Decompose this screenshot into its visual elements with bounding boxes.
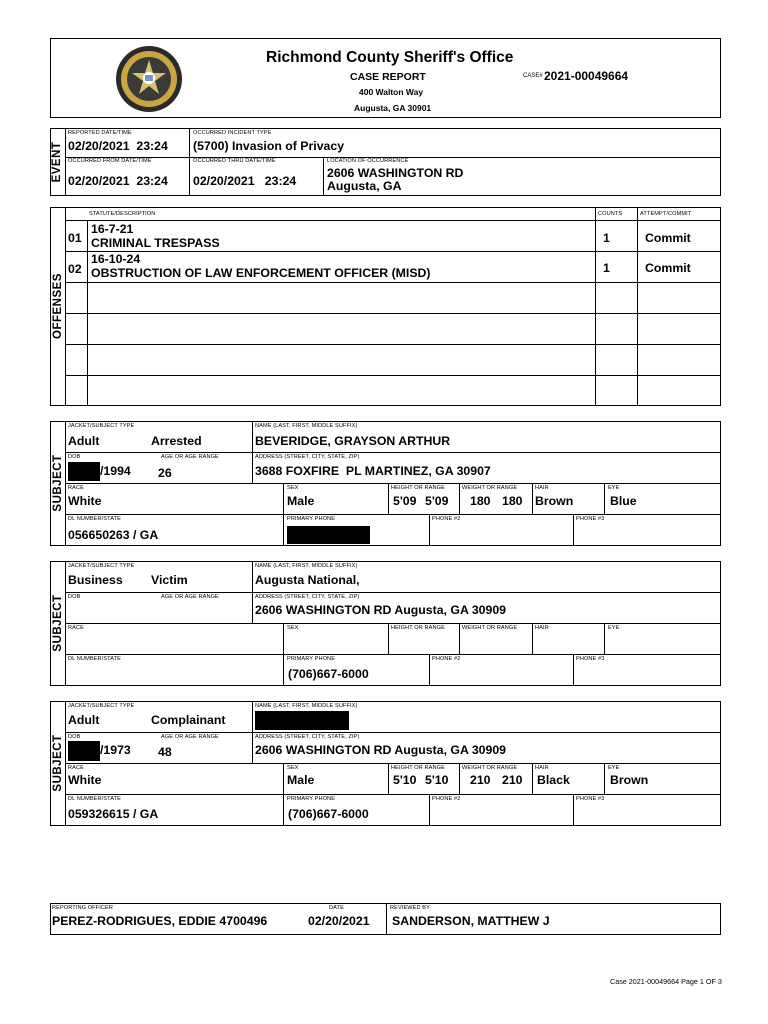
- offense-counts: 1: [603, 231, 610, 245]
- subject-address: 2606 WASHINGTON RD Augusta, GA 30909: [255, 603, 507, 617]
- offense-counts: 1: [603, 261, 610, 275]
- subject-section-label: SUBJECT: [52, 734, 64, 792]
- report-type: CASE REPORT: [350, 71, 426, 83]
- occurred-thru-label: OCCURRED THRU DATE/TIME: [193, 158, 276, 164]
- age-label: AGE OR AGE RANGE: [161, 734, 219, 740]
- offense-description: CRIMINAL TRESPASS: [91, 236, 220, 250]
- subject-type-label: JACKET/SUBJECT TYPE: [68, 423, 135, 429]
- dob-label: DOB: [68, 454, 81, 460]
- hair-label: HAIR: [535, 625, 549, 631]
- incident-type: (5700) Invasion of Privacy: [193, 139, 345, 153]
- reporting-officer-label: REPORTING OFFICER: [52, 905, 113, 911]
- height-label: HEIGHT OR RANGE: [391, 625, 445, 631]
- phone2-label: PHONE #2: [432, 796, 461, 802]
- subject-type-label: JACKET/SUBJECT TYPE: [68, 563, 135, 569]
- subject-name-label: NAME (LAST, FIRST, MIDDLE SUFFIX): [255, 703, 358, 709]
- subject-age: 48: [158, 745, 172, 759]
- subject-name-label: NAME (LAST, FIRST, MIDDLE SUFFIX): [255, 423, 358, 429]
- subject-hair: Brown: [535, 494, 574, 508]
- subject-height-min: 5'09: [393, 494, 417, 508]
- subject-role: Arrested: [151, 434, 202, 448]
- subject-primary-phone: (706)667-6000: [288, 807, 369, 821]
- phone3-label: PHONE #3: [576, 656, 605, 662]
- subject-eye: Blue: [610, 494, 637, 508]
- subject-type: Adult: [68, 434, 100, 448]
- offense-statute: 16-10-24: [91, 252, 141, 266]
- race-label: RACE: [68, 485, 84, 491]
- case-number-label: CASE#: [523, 73, 543, 79]
- hair-label: HAIR: [535, 765, 549, 771]
- statute-header: STATUTE/DESCRIPTION: [89, 211, 156, 217]
- agency-name: Richmond County Sheriff's Office: [266, 49, 514, 66]
- subject-weight-min: 180: [470, 494, 491, 508]
- agency-address-line1: 400 Walton Way: [359, 87, 424, 97]
- location-line1: 2606 WASHINGTON RD: [327, 166, 464, 180]
- subject-address: 2606 WASHINGTON RD Augusta, GA 30909: [255, 743, 507, 757]
- phone2-label: PHONE #2: [432, 656, 461, 662]
- offense-statute: 16-7-21: [91, 222, 134, 236]
- subject-section-label: SUBJECT: [52, 594, 64, 652]
- weight-label: WEIGHT OR RANGE: [462, 485, 518, 491]
- subject-dob: /1973: [100, 743, 131, 757]
- sex-label: SEX: [287, 485, 299, 491]
- weight-label: WEIGHT OR RANGE: [462, 765, 518, 771]
- offense-number: 01: [68, 231, 82, 245]
- occurred-from-label: OCCURRED FROM DATE/TIME: [68, 158, 152, 164]
- subject-address: 3688 FOXFIRE PL MARTINEZ, GA 30907: [255, 464, 491, 478]
- phone3-label: PHONE #3: [576, 796, 605, 802]
- subject-name: Augusta National,: [255, 573, 360, 587]
- weight-label: WEIGHT OR RANGE: [462, 625, 518, 631]
- subject-primary-phone: (706)667-6000: [288, 667, 369, 681]
- redaction-bar: [68, 741, 100, 761]
- subject-height-max: 5'09: [425, 494, 449, 508]
- address-label: ADDRESS (STREET, CITY, STATE, ZIP): [255, 454, 360, 460]
- subject-role: Victim: [151, 573, 188, 587]
- primary-phone-label: PRIMARY PHONE: [287, 656, 336, 662]
- subject-race: White: [68, 494, 102, 508]
- redaction-bar: [68, 462, 100, 481]
- primary-phone-label: PRIMARY PHONE: [287, 796, 336, 802]
- redaction-bar: [255, 711, 349, 730]
- sheriff-badge-logo: [114, 45, 184, 113]
- phone2-label: PHONE #2: [432, 516, 461, 522]
- report-date-label: DATE: [329, 905, 344, 911]
- subject-race: White: [68, 773, 102, 787]
- height-label: HEIGHT OR RANGE: [391, 765, 445, 771]
- reported-datetime-label: REPORTED DATE/TIME: [68, 130, 132, 136]
- subject-name-label: NAME (LAST, FIRST, MIDDLE SUFFIX): [255, 563, 358, 569]
- subject-dl: 059326615 / GA: [68, 807, 159, 821]
- agency-address-line2: Augusta, GA 30901: [354, 103, 432, 113]
- age-label: AGE OR AGE RANGE: [161, 594, 219, 600]
- attempt-header: ATTEMPT/COMMIT: [640, 211, 692, 217]
- incident-type-label: OCCURRED INCIDENT TYPE: [193, 130, 272, 136]
- subject-sex: Male: [287, 494, 315, 508]
- subject-dl: 056650263 / GA: [68, 528, 159, 542]
- reviewed-by-label: REVIEWED BY: [390, 905, 430, 911]
- address-label: ADDRESS (STREET, CITY, STATE, ZIP): [255, 734, 360, 740]
- subject-type-label: JACKET/SUBJECT TYPE: [68, 703, 135, 709]
- subject-weight-max: 210: [502, 773, 523, 787]
- race-label: RACE: [68, 765, 84, 771]
- location-line2: Augusta, GA: [327, 179, 402, 193]
- page-info: Case 2021-00049664 Page 1 OF 3: [610, 977, 722, 986]
- case-number: 2021-00049664: [544, 69, 629, 83]
- eye-label: EYE: [608, 485, 620, 491]
- offense-attempt: Commit: [645, 261, 691, 275]
- occurred-from: 02/20/2021 23:24: [68, 174, 168, 188]
- phone3-label: PHONE #3: [576, 516, 605, 522]
- offenses-section-label: OFFENSES: [52, 273, 64, 339]
- height-label: HEIGHT OR RANGE: [391, 485, 445, 491]
- subject-age: 26: [158, 466, 172, 480]
- offense-attempt: Commit: [645, 231, 691, 245]
- event-section-label: EVENT: [51, 141, 63, 183]
- reviewed-by: SANDERSON, MATTHEW J: [392, 914, 550, 928]
- subject-section-label: SUBJECT: [52, 454, 64, 512]
- reporting-officer: PEREZ-RODRIGUES, EDDIE 4700496: [52, 914, 268, 928]
- subject-sex: Male: [287, 773, 315, 787]
- sex-label: SEX: [287, 765, 299, 771]
- dl-label: DL NUMBER/STATE: [68, 656, 121, 662]
- subject-hair: Black: [537, 773, 570, 787]
- dob-label: DOB: [68, 734, 81, 740]
- hair-label: HAIR: [535, 485, 549, 491]
- occurred-thru: 02/20/2021 23:24: [193, 174, 297, 188]
- subject-type: Business: [68, 573, 123, 587]
- offense-number: 02: [68, 262, 82, 276]
- subject-weight-max: 180: [502, 494, 523, 508]
- primary-phone-label: PRIMARY PHONE: [287, 516, 336, 522]
- redaction-bar: [287, 526, 370, 544]
- dob-label: DOB: [68, 594, 81, 600]
- dl-label: DL NUMBER/STATE: [68, 796, 121, 802]
- report-date: 02/20/2021: [308, 914, 370, 928]
- subject-height-min: 5'10: [393, 773, 417, 787]
- subject-name: BEVERIDGE, GRAYSON ARTHUR: [255, 434, 451, 448]
- race-label: RACE: [68, 625, 84, 631]
- subject-type: Adult: [68, 713, 100, 727]
- subject-dob: /1994: [100, 464, 131, 478]
- eye-label: EYE: [608, 625, 620, 631]
- age-label: AGE OR AGE RANGE: [161, 454, 219, 460]
- subject-weight-min: 210: [470, 773, 491, 787]
- eye-label: EYE: [608, 765, 620, 771]
- reported-datetime: 02/20/2021 23:24: [68, 139, 168, 153]
- subject-eye: Brown: [610, 773, 649, 787]
- sex-label: SEX: [287, 625, 299, 631]
- address-label: ADDRESS (STREET, CITY, STATE, ZIP): [255, 594, 360, 600]
- counts-header: COUNTS: [598, 211, 623, 217]
- offense-description: OBSTRUCTION OF LAW ENFORCEMENT OFFICER (MISD): [91, 266, 431, 280]
- subject-height-max: 5'10: [425, 773, 449, 787]
- subject-role: Complainant: [151, 713, 226, 727]
- dl-label: DL NUMBER/STATE: [68, 516, 121, 522]
- location-label: LOCATION OF OCCURRENCE: [327, 158, 409, 164]
